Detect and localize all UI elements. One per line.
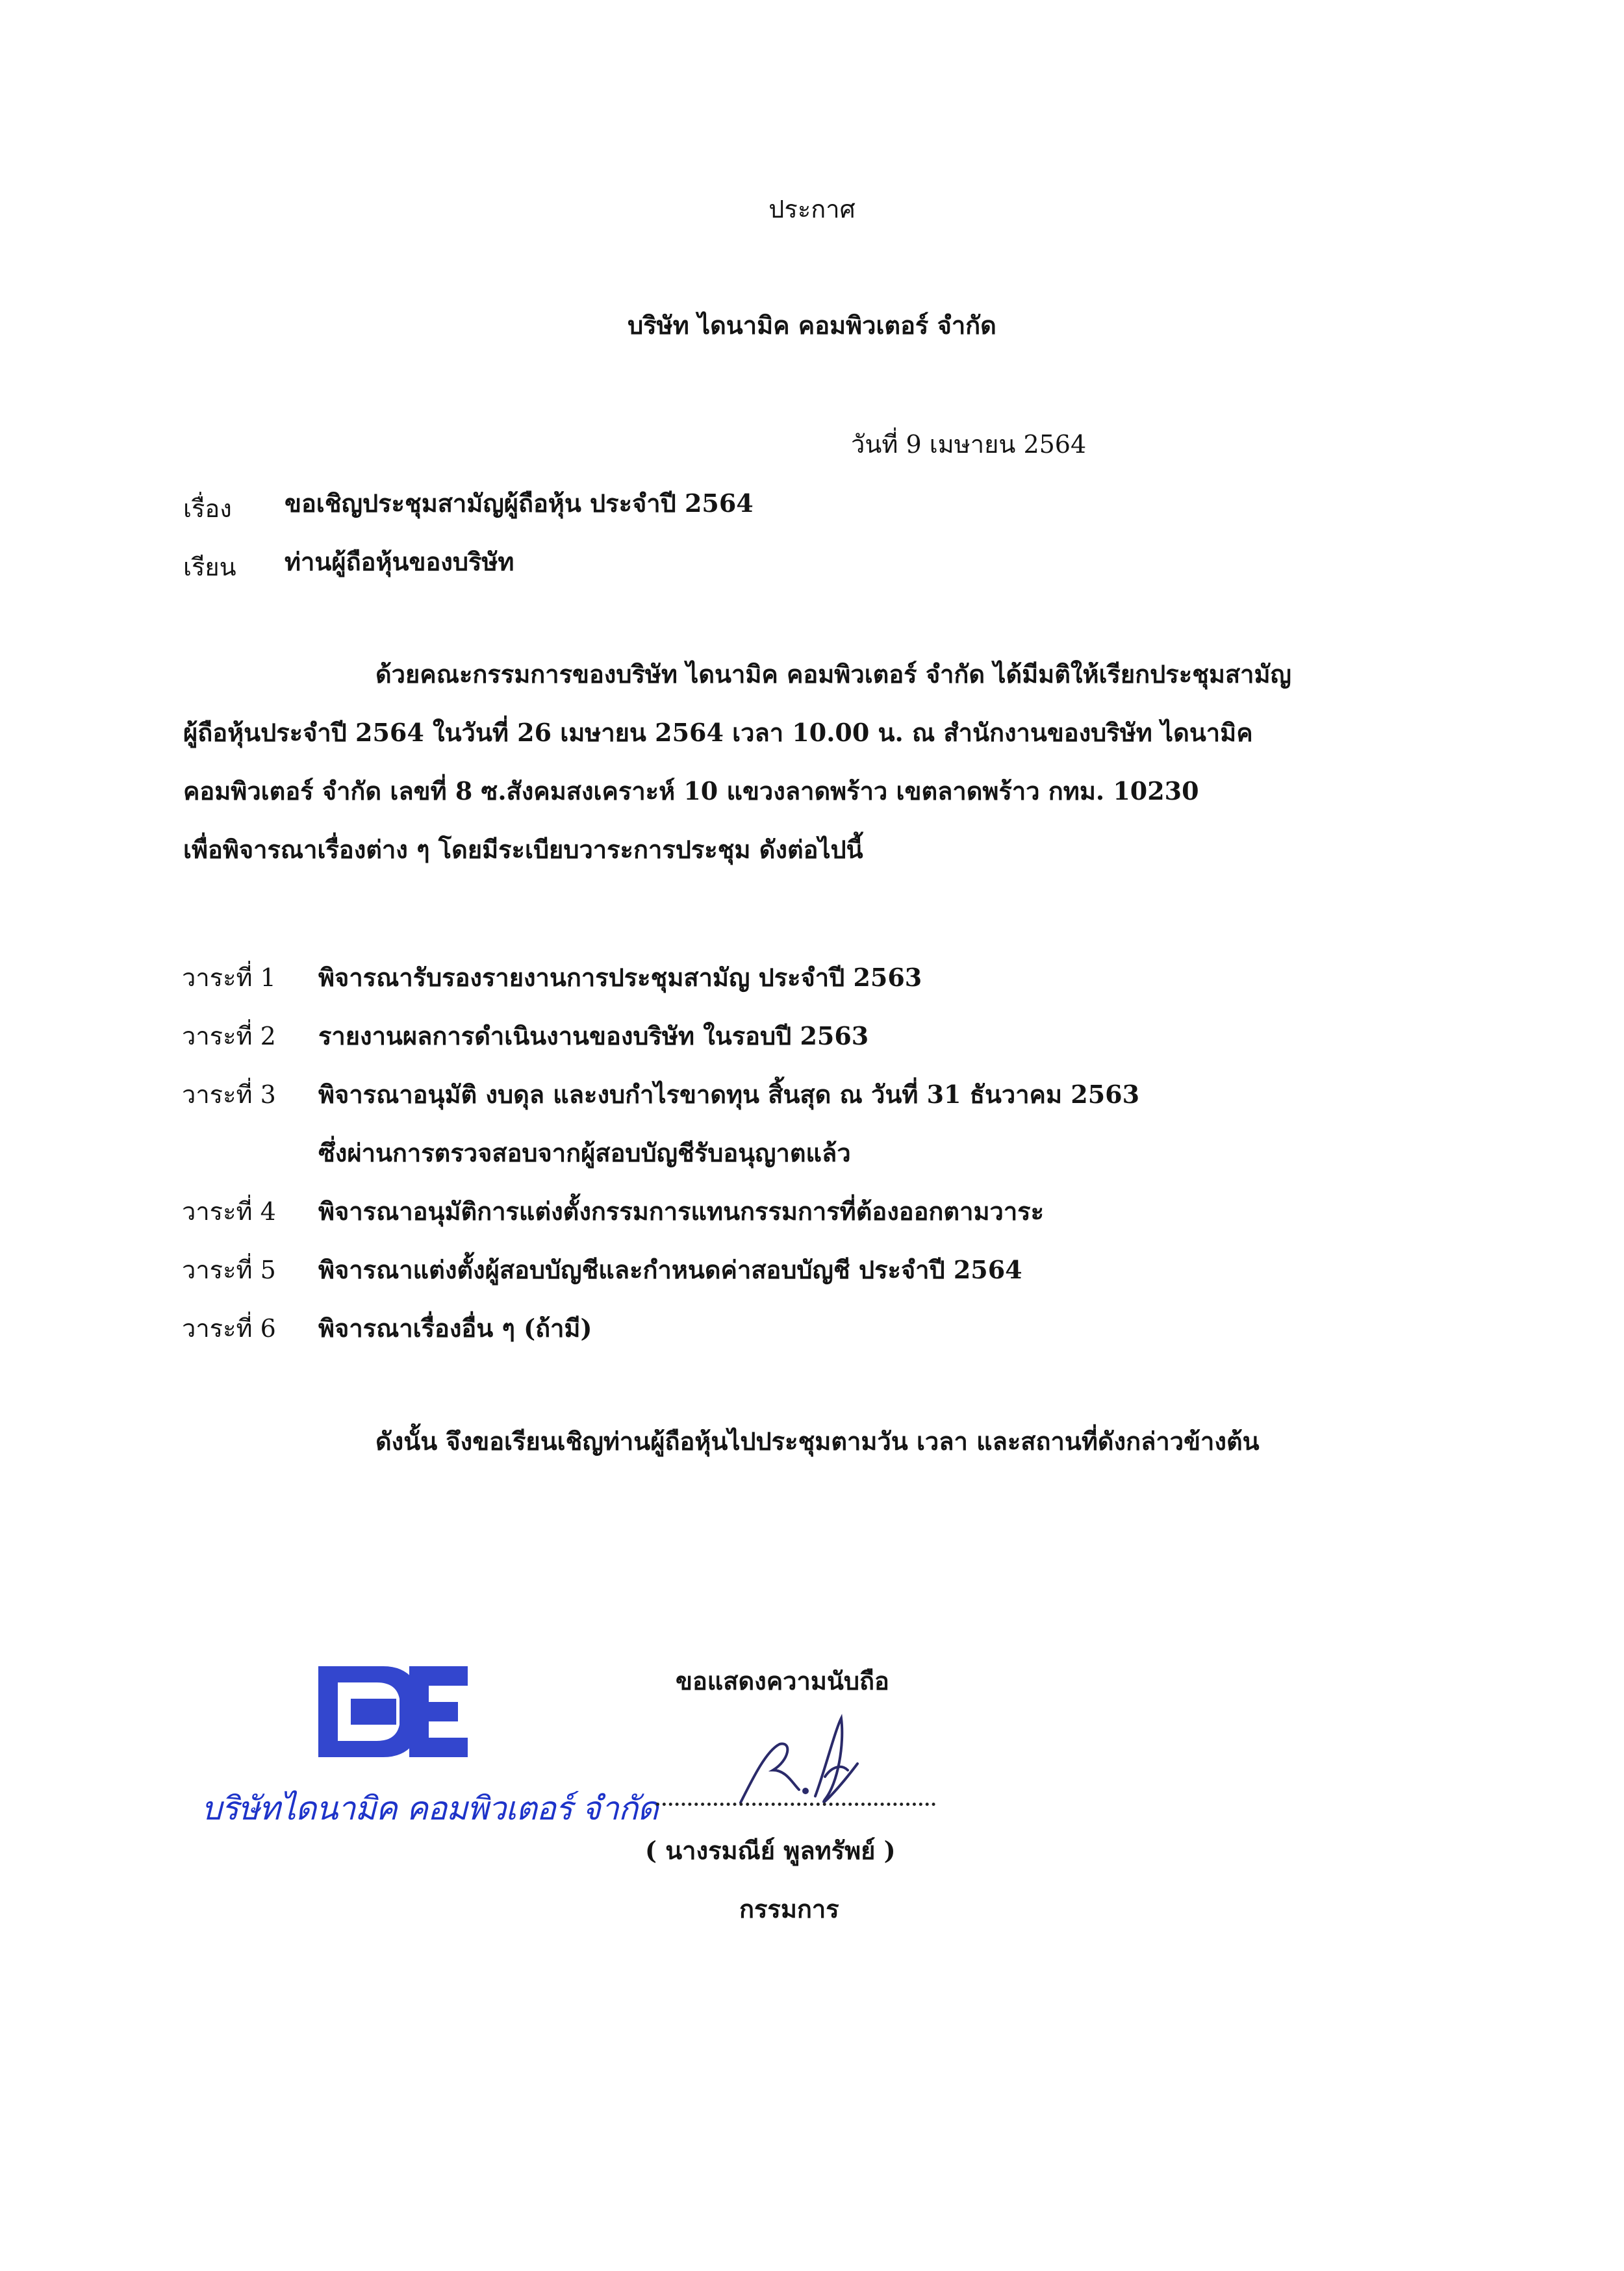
company-name: บริษัท ไดนามิค คอมพิวเตอร์ จำกัด xyxy=(628,311,996,340)
subject-label: เรื่อง xyxy=(183,494,232,523)
agenda-item-2 xyxy=(182,1016,869,1056)
regards-text: ขอแสดงความนับถือ xyxy=(676,1666,889,1695)
handwritten-signature-icon xyxy=(728,1705,877,1816)
closing-text: ดังนั้น จึงขอเรียนเชิญท่านผู้ถือหุ้นไปประชุมตามวัน เวลา และสถานที่ดังกล่าวข้างต้น xyxy=(375,1427,1260,1456)
to-text: ท่านผู้ถือหุ้นของบริษัท xyxy=(285,547,514,576)
agenda-number: วาระที่ 6 xyxy=(182,1314,276,1343)
document-title: ประกาศ xyxy=(768,195,856,223)
signer-name: ( นางรมณีย์ พูลทรัพย์ ) xyxy=(645,1836,896,1865)
agenda-item-1 xyxy=(182,958,922,997)
agenda-text: พิจารณาอนุมัติการแต่งตั้งกรรมการแทนกรรมการที่ต้องออกตามวาระ xyxy=(318,1197,1044,1226)
to-label: เรียน xyxy=(183,553,236,581)
document-date: วันที่ 9 เมษายน 2564 xyxy=(851,430,1087,459)
agenda-text: รายงานผลการดำเนินงานของบริษัท ในรอบปี 2563 xyxy=(318,1021,869,1050)
agenda-item-3-continuation: ซึ่งผ่านการตรวจสอบจากผู้สอบบัญชีรับอนุญาตแล้ว xyxy=(318,1138,851,1167)
signer-position: กรรมการ xyxy=(739,1894,839,1923)
agenda-number: วาระที่ 4 xyxy=(182,1197,276,1226)
agenda-item-5 xyxy=(182,1250,1022,1289)
agenda-item-4 xyxy=(182,1191,1044,1231)
body-line-1: ด้วยคณะกรรมการของบริษัท ไดนามิค คอมพิวเตอร์ จำกัด ได้มีมติให้เรียกประชุมสามัญ xyxy=(375,659,1291,689)
agenda-item-6 xyxy=(182,1308,592,1348)
body-line-3: คอมพิวเตอร์ จำกัด เลขที่ 8 ซ.สังคมสงเคราะห์ 10 แขวงลาดพร้าว เขตลาดพร้าว กทม. 10230 xyxy=(183,776,1199,806)
signature-line xyxy=(656,1803,935,1806)
agenda-text: พิจารณาเรื่องอื่น ๆ (ถ้ามี) xyxy=(318,1313,592,1343)
body-line-4: เพื่อพิจารณาเรื่องต่าง ๆ โดยมีระเบียบวาระการประชุม ดังต่อไปนี้ xyxy=(183,835,863,864)
agenda-number: วาระที่ 5 xyxy=(182,1256,276,1284)
agenda-number: วาระที่ 2 xyxy=(182,1022,276,1050)
subject-text: ขอเชิญประชุมสามัญผู้ถือหุ้น ประจำปี 2564 xyxy=(285,488,754,518)
company-stamp-logo-icon xyxy=(312,1660,474,1764)
agenda-number: วาระที่ 1 xyxy=(182,963,276,992)
body-line-2: ผู้ถือหุ้นประจำปี 2564 ในวันที่ 26 เมษายน 2564 เวลา 10.00 น. ณ สำนักงานของบริษัท ไดนามิค xyxy=(183,718,1253,747)
agenda-item-3 xyxy=(182,1074,1139,1114)
agenda-text: พิจารณารับรองรายงานการประชุมสามัญ ประจำปี 2563 xyxy=(318,963,922,992)
agenda-number: วาระที่ 3 xyxy=(182,1080,276,1109)
agenda-text: พิจารณาอนุมัติ งบดุล และงบกำไรขาดทุน สิ้นสุด ณ วันที่ 31 ธันวาคม 2563 xyxy=(318,1080,1140,1109)
agenda-text: พิจารณาแต่งตั้งผู้สอบบัญชีและกำหนดค่าสอบบัญชี ประจำปี 2564 xyxy=(318,1255,1022,1284)
company-stamp-text: บริษัทไดนามิค คอมพิวเตอร์ จำกัด xyxy=(201,1790,658,1827)
